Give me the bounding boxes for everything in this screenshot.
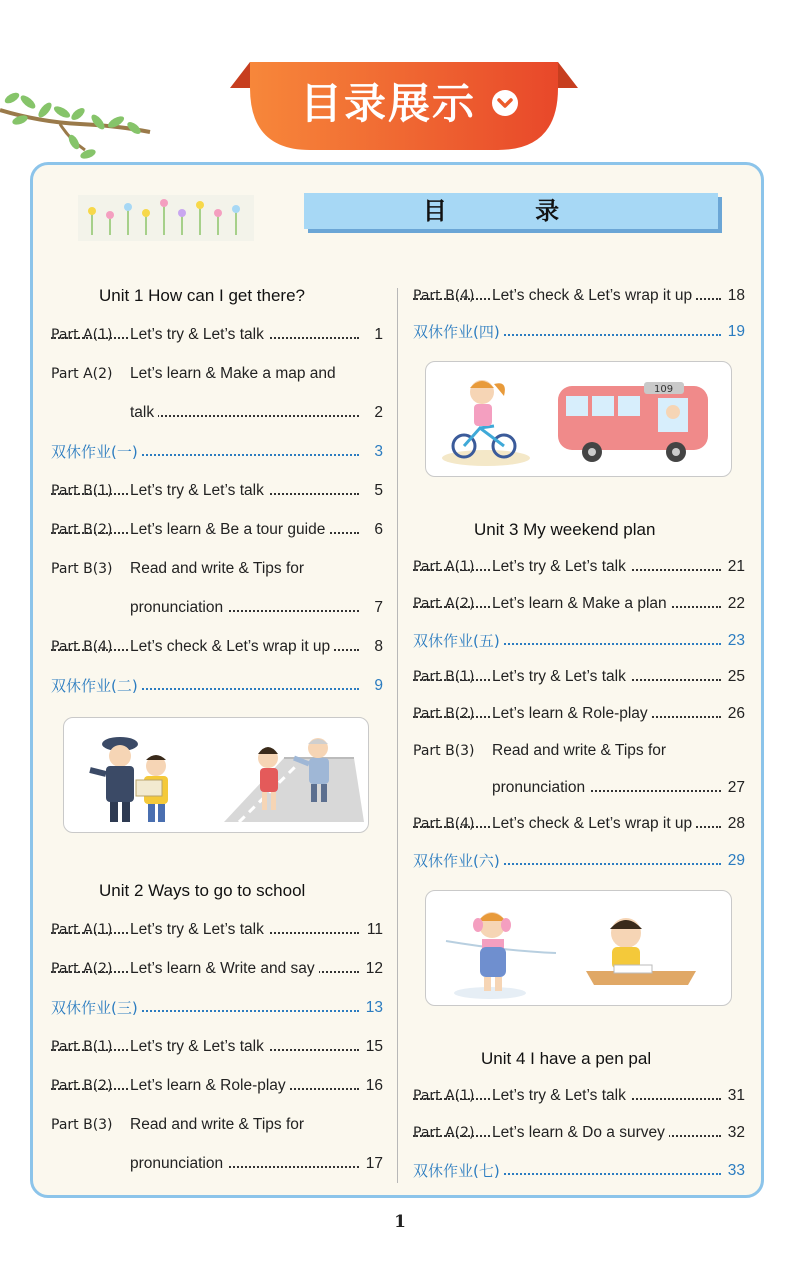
toc-row[interactable] <box>51 1114 383 1136</box>
part-label: Part A(1) <box>51 922 113 938</box>
toc-row[interactable] <box>413 777 745 799</box>
entry-text: Let’s try & Let’s talk <box>492 556 630 578</box>
entry-text: Let’s learn & Write and say <box>130 958 319 980</box>
toc-row[interactable] <box>51 558 383 580</box>
illustration-pen-pal <box>425 890 732 1006</box>
entry-text: 双休作业(七) <box>413 1160 504 1182</box>
toc-row[interactable] <box>413 593 745 615</box>
entry-text: 双休作业(四) <box>413 321 504 343</box>
toc-row[interactable] <box>413 1122 745 1144</box>
toc-row[interactable] <box>413 1085 745 1107</box>
entry-text: Read and write & Tips for <box>130 560 305 577</box>
page-number: 25 <box>727 668 745 685</box>
page-number: 1 <box>374 326 383 343</box>
part-label: Part B(2) <box>51 1078 113 1094</box>
page-number: 15 <box>365 1038 383 1055</box>
entry-text: Let’s learn & Role-play <box>492 703 652 725</box>
page-number: 17 <box>365 1155 383 1172</box>
part-label: Part A(1) <box>413 1088 475 1104</box>
column-divider <box>397 288 398 1183</box>
header-title: 目录展示 <box>299 79 476 128</box>
part-label: Part B(4) <box>413 288 475 304</box>
page-number: 12 <box>365 960 383 977</box>
entry-text: Let’s try & Let’s talk <box>130 919 268 941</box>
entry-text: Let’s check & Let’s wrap it up <box>492 285 696 307</box>
part-label: Part B(1) <box>51 483 113 499</box>
unit-3-title: Unit 3 My weekend plan <box>474 520 656 539</box>
page-number: 3 <box>374 443 383 460</box>
unit-1-title: Unit 1 How can I get there? <box>99 286 306 305</box>
entry-text: Let’s learn & Role-play <box>130 1075 290 1097</box>
illustration-bike-bus <box>425 361 732 477</box>
entry-text: Read and write & Tips for <box>130 1116 305 1133</box>
toc-row[interactable] <box>51 597 383 619</box>
part-label: Part B(1) <box>51 1039 113 1055</box>
entry-text: Let’s check & Let’s wrap it up <box>130 636 334 658</box>
toc-row-weekend[interactable] <box>413 321 745 343</box>
part-label: Part B(1) <box>413 669 475 685</box>
entry-text: Read and write & Tips for <box>492 742 667 759</box>
page-number: 6 <box>374 521 383 538</box>
toc-row[interactable] <box>51 1153 383 1175</box>
page-number: 16 <box>365 1077 383 1094</box>
part-label: Part B(2) <box>51 522 113 538</box>
toc-row[interactable] <box>413 703 745 725</box>
entry-text: 双休作业(五) <box>413 630 504 652</box>
toc-row[interactable] <box>413 813 745 835</box>
entry-text: talk <box>130 402 158 424</box>
header-ribbon <box>228 62 580 150</box>
toc-row-weekend[interactable] <box>413 630 745 652</box>
page-number: 2 <box>374 404 383 421</box>
illustration-directions <box>63 717 369 833</box>
toc-row[interactable] <box>51 1075 383 1097</box>
part-label: Part A(2) <box>51 961 113 977</box>
leader-dots <box>130 415 359 417</box>
toc-row[interactable] <box>413 556 745 578</box>
toc-row[interactable] <box>51 324 383 346</box>
entry-text: 双休作业(六) <box>413 850 504 872</box>
page-number: 9 <box>374 677 383 694</box>
bus-number: 109 <box>654 384 674 395</box>
entry-text: 双休作业(二) <box>51 675 142 697</box>
entry-text: Let’s learn & Make a plan <box>492 593 671 615</box>
toc-row[interactable] <box>51 519 383 541</box>
entry-text: Let’s learn & Be a tour guide <box>130 519 329 541</box>
part-label: Part A(1) <box>51 327 113 343</box>
page-number: 18 <box>727 287 745 304</box>
toc-row-weekend[interactable] <box>413 1160 745 1182</box>
part-label: Part B(4) <box>51 639 113 655</box>
part-label: Part B(4) <box>413 816 475 832</box>
toc-row-weekend[interactable] <box>51 441 383 463</box>
toc-row[interactable] <box>413 666 745 688</box>
page-number: 26 <box>727 705 745 722</box>
page-number: 28 <box>727 815 745 832</box>
page-number: 13 <box>365 999 383 1016</box>
toc-title-banner: 目 录 <box>304 193 718 229</box>
toc-row[interactable] <box>51 363 383 385</box>
part-label: Part B(3) <box>51 1117 113 1133</box>
toc-row[interactable] <box>51 919 383 941</box>
part-label: Part B(3) <box>413 743 475 759</box>
page-number: 8 <box>374 638 383 655</box>
entry-text: Let’s learn & Do a survey <box>492 1122 669 1144</box>
page-number: 29 <box>727 852 745 869</box>
toc-row[interactable] <box>51 480 383 502</box>
page-number: 33 <box>727 1162 745 1179</box>
entry-text: Let’s try & Let’s talk <box>130 324 268 346</box>
toc-row-weekend[interactable] <box>51 675 383 697</box>
page-number: 22 <box>727 595 745 612</box>
toc-row[interactable] <box>413 740 745 762</box>
entry-text: Let’s try & Let’s talk <box>130 480 268 502</box>
page-number: 11 <box>366 921 383 938</box>
page-number: 32 <box>727 1124 745 1141</box>
entry-text: Let’s try & Let’s talk <box>130 1036 268 1058</box>
part-label: Part A(2) <box>413 596 475 612</box>
entry-text: Let’s check & Let’s wrap it up <box>492 813 696 835</box>
page-number: 21 <box>727 558 745 575</box>
page-number: 27 <box>727 779 745 796</box>
toc-row[interactable] <box>51 958 383 980</box>
part-label: Part A(2) <box>51 366 113 382</box>
toc-row[interactable] <box>51 402 383 424</box>
toc-row-weekend[interactable] <box>413 850 745 872</box>
entry-text: pronunciation <box>130 1153 227 1175</box>
entry-text: Let’s try & Let’s talk <box>492 1085 630 1107</box>
toc-row[interactable] <box>51 1036 383 1058</box>
part-label: Part A(1) <box>413 559 475 575</box>
toc-row[interactable] <box>51 636 383 658</box>
branch-leaves-decoration <box>0 80 160 170</box>
entry-text: 双休作业(一) <box>51 441 142 463</box>
entry-text: pronunciation <box>492 777 589 799</box>
part-label: Part A(2) <box>413 1125 475 1141</box>
page-number: 7 <box>374 599 383 616</box>
page-number: 31 <box>727 1087 745 1104</box>
entry-text: Let’s learn & Make a map and <box>130 365 336 382</box>
part-label: Part B(3) <box>51 561 113 577</box>
page-number-footer: 1 <box>394 1212 406 1232</box>
flowers-decoration <box>78 195 254 241</box>
entry-text: Let’s try & Let’s talk <box>492 666 630 688</box>
unit-2-title: Unit 2 Ways to go to school <box>99 881 306 900</box>
page-number: 5 <box>374 482 383 499</box>
part-label: Part B(2) <box>413 706 475 722</box>
page-number: 23 <box>727 632 745 649</box>
entry-text: pronunciation <box>130 597 227 619</box>
chevron-down-icon <box>492 90 518 116</box>
page-number: 19 <box>727 323 745 340</box>
entry-text: 双休作业(三) <box>51 997 142 1019</box>
toc-row[interactable] <box>413 285 745 307</box>
unit-4-title: Unit 4 I have a pen pal <box>481 1049 652 1068</box>
toc-row-weekend[interactable] <box>51 997 383 1019</box>
